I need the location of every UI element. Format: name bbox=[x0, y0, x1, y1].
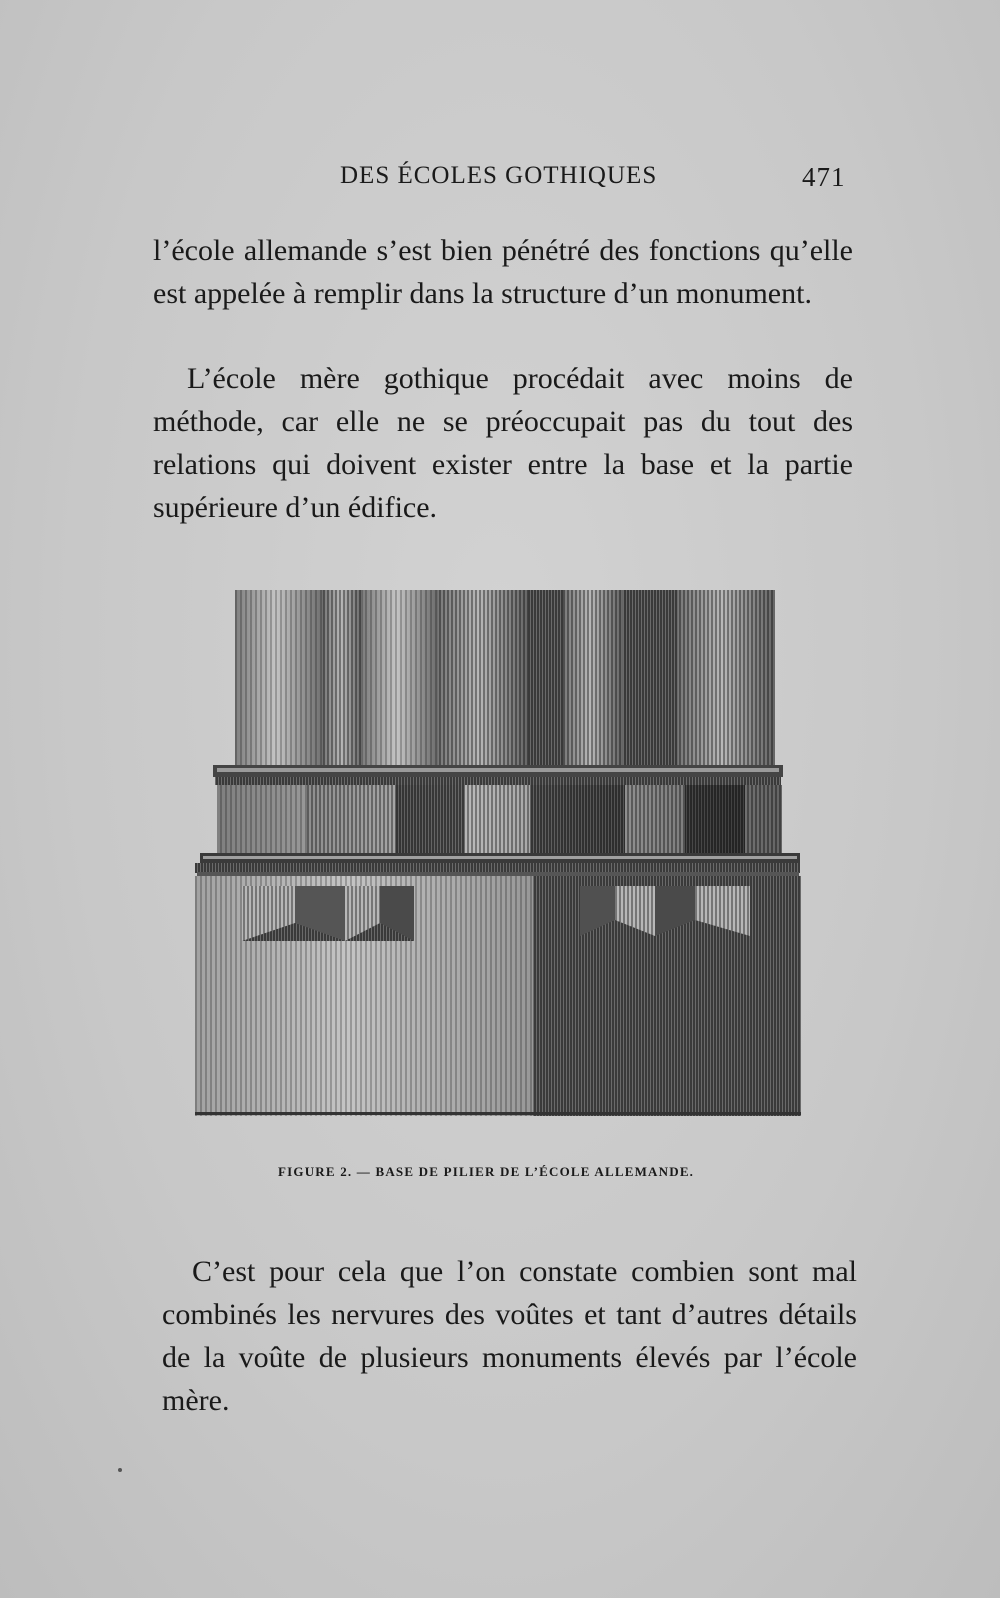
niches-left bbox=[242, 886, 414, 941]
paragraph-1-text: l’école allemande s’est bien pénétré des fonctions qu’elle est appelée à remplir dans la structure d’un monument. bbox=[153, 234, 853, 310]
niches-right bbox=[580, 886, 750, 936]
running-title: DES ÉCOLES GOTHIQUES bbox=[340, 162, 658, 189]
paragraph-2 bbox=[153, 357, 853, 529]
paragraph-3-text: C’est pour cela que l’on constate combien sont mal combinés les nervures des voûtes et tant d’autres détails de la voûte de plusieurs monuments élevés par l’école mère. bbox=[162, 1255, 857, 1417]
figure-caption: FIGURE 2. — BASE DE PILIER DE L’ÉCOLE ALLEMANDE. bbox=[278, 1164, 695, 1179]
page-header bbox=[340, 162, 860, 202]
paper-speck bbox=[118, 1468, 122, 1472]
page-number: 471 bbox=[802, 162, 846, 192]
paragraph-3 bbox=[162, 1250, 857, 1422]
paragraph-2-text: L’école mère gothique procédait avec moins de méthode, car elle ne se préoccupait pas du tout des relations qui doivent exister entre la base et la partie supérieure d’un édifice. bbox=[153, 362, 853, 524]
column-shafts bbox=[235, 590, 775, 770]
paragraph-1 bbox=[153, 229, 853, 315]
pillar-base-engraving bbox=[195, 590, 815, 1135]
